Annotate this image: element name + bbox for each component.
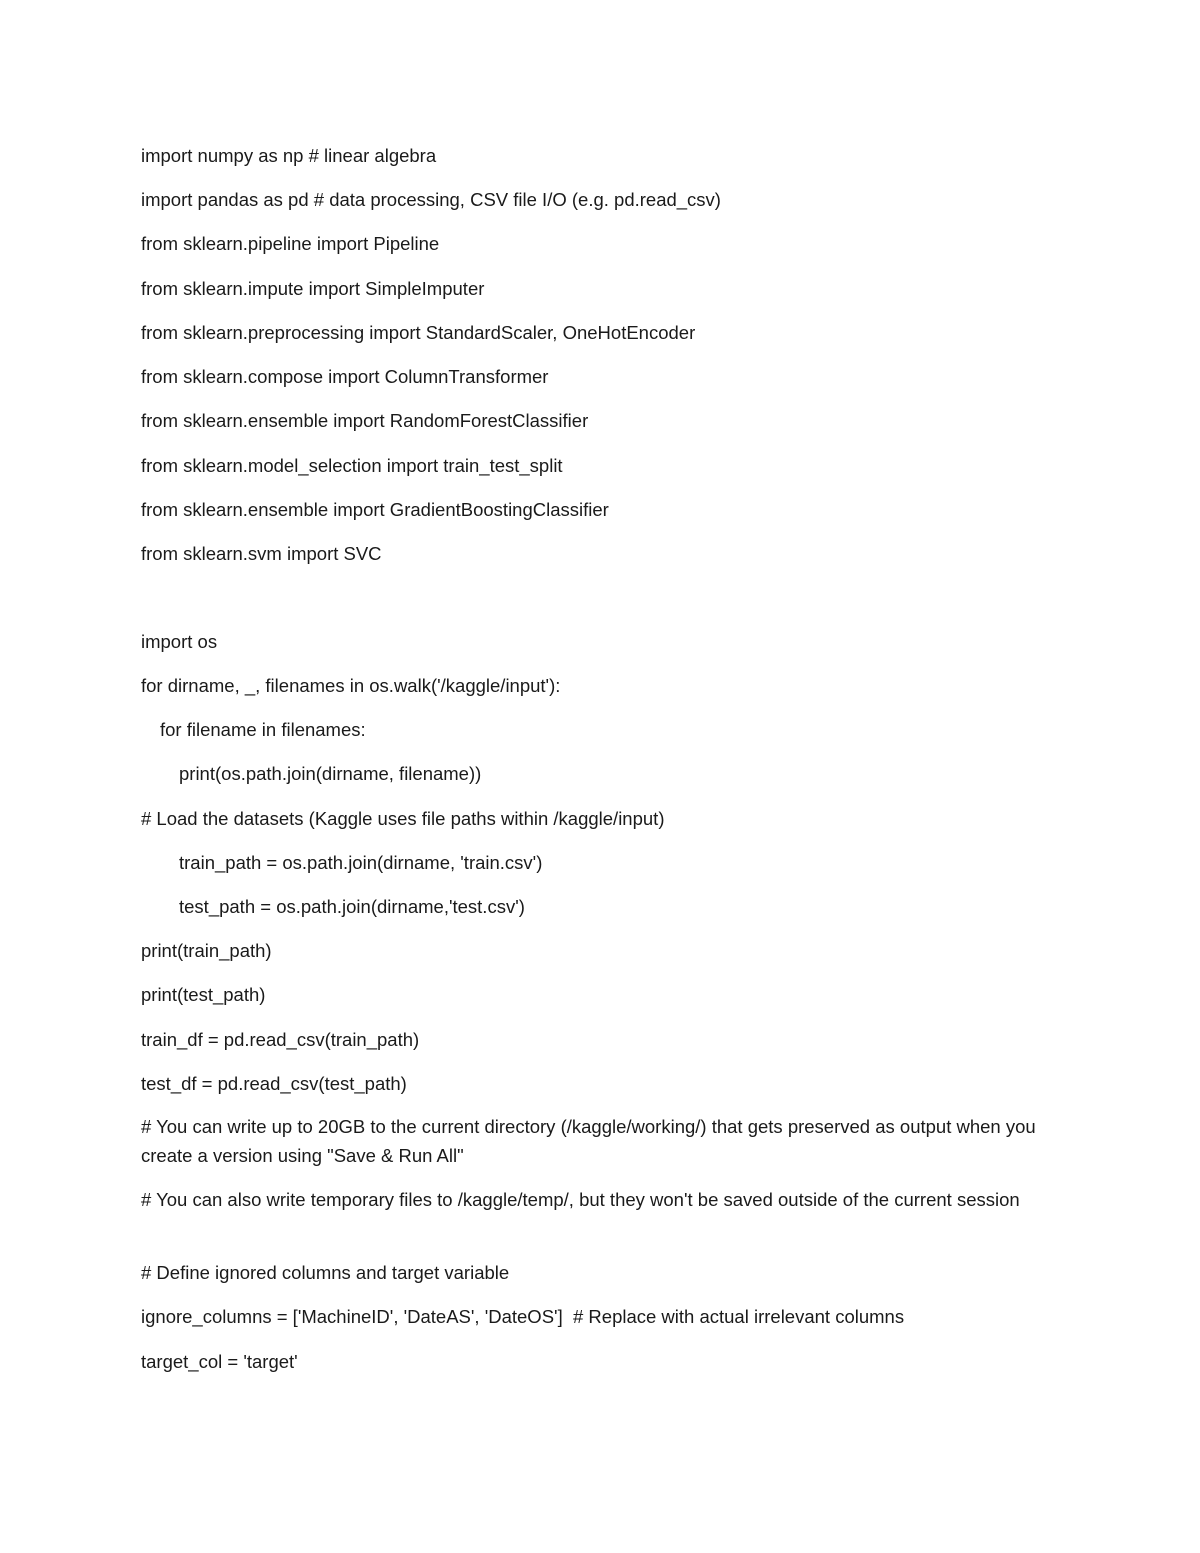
code-line-import-pandas: import pandas as pd # data processing, CSV file I/O (e.g. pd.read_csv) — [141, 189, 721, 210]
code-line-test-df: test_df = pd.read_csv(test_path) — [141, 1073, 407, 1094]
code-line-target-col: target_col = 'target' — [141, 1351, 298, 1372]
code-line-test-path: test_path = os.path.join(dirname,'test.csv') — [179, 896, 525, 917]
code-line-import-os: import os — [141, 631, 218, 652]
code-line-import-gradient-boosting: from sklearn.ensemble import GradientBoostingClassifier — [141, 499, 609, 520]
code-line-print-train-path: print(train_path) — [141, 940, 272, 961]
code-comment-define-columns: # Define ignored columns and target variable — [141, 1262, 510, 1283]
code-line-print-test-path: print(test_path) — [141, 984, 266, 1005]
code-line-import-train-test-split: from sklearn.model_selection import train_test_split — [141, 455, 563, 476]
code-line-import-imputer: from sklearn.impute import SimpleImputer — [141, 278, 485, 299]
code-line-import-random-forest: from sklearn.ensemble import RandomForestClassifier — [141, 410, 589, 431]
code-comment-write-output: # You can write up to 20GB to the current directory (/kaggle/working/) that gets preserved as output when you create a version using "Save & Run All" — [141, 1116, 1041, 1166]
code-line-train-path: train_path = os.path.join(dirname, 'train.csv') — [179, 852, 543, 873]
code-line-print-join: print(os.path.join(dirname, filename)) — [179, 763, 482, 784]
code-line-import-preprocessing: from sklearn.preprocessing import StandardScaler, OneHotEncoder — [141, 322, 696, 343]
code-line-for-dirname: for dirname, _, filenames in os.walk('/kaggle/input'): — [141, 675, 561, 696]
code-line-import-numpy: import numpy as np # linear algebra — [141, 145, 437, 166]
code-line-for-filename: for filename in filenames: — [160, 719, 366, 740]
code-line-import-svc: from sklearn.svm import SVC — [141, 543, 382, 564]
code-comment-load-datasets: # Load the datasets (Kaggle uses file paths within /kaggle/input) — [141, 808, 665, 829]
code-line-import-compose: from sklearn.compose import ColumnTransformer — [141, 366, 549, 387]
code-line-ignore-columns: ignore_columns = ['MachineID', 'DateAS', 'DateOS'] # Replace with actual irrelevant columns — [141, 1306, 905, 1327]
code-line-import-pipeline: from sklearn.pipeline import Pipeline — [141, 233, 440, 254]
code-line-train-df: train_df = pd.read_csv(train_path) — [141, 1029, 420, 1050]
code-comment-temp-files: # You can also write temporary files to /kaggle/temp/, but they won't be saved outside of the current session — [141, 1189, 1020, 1210]
